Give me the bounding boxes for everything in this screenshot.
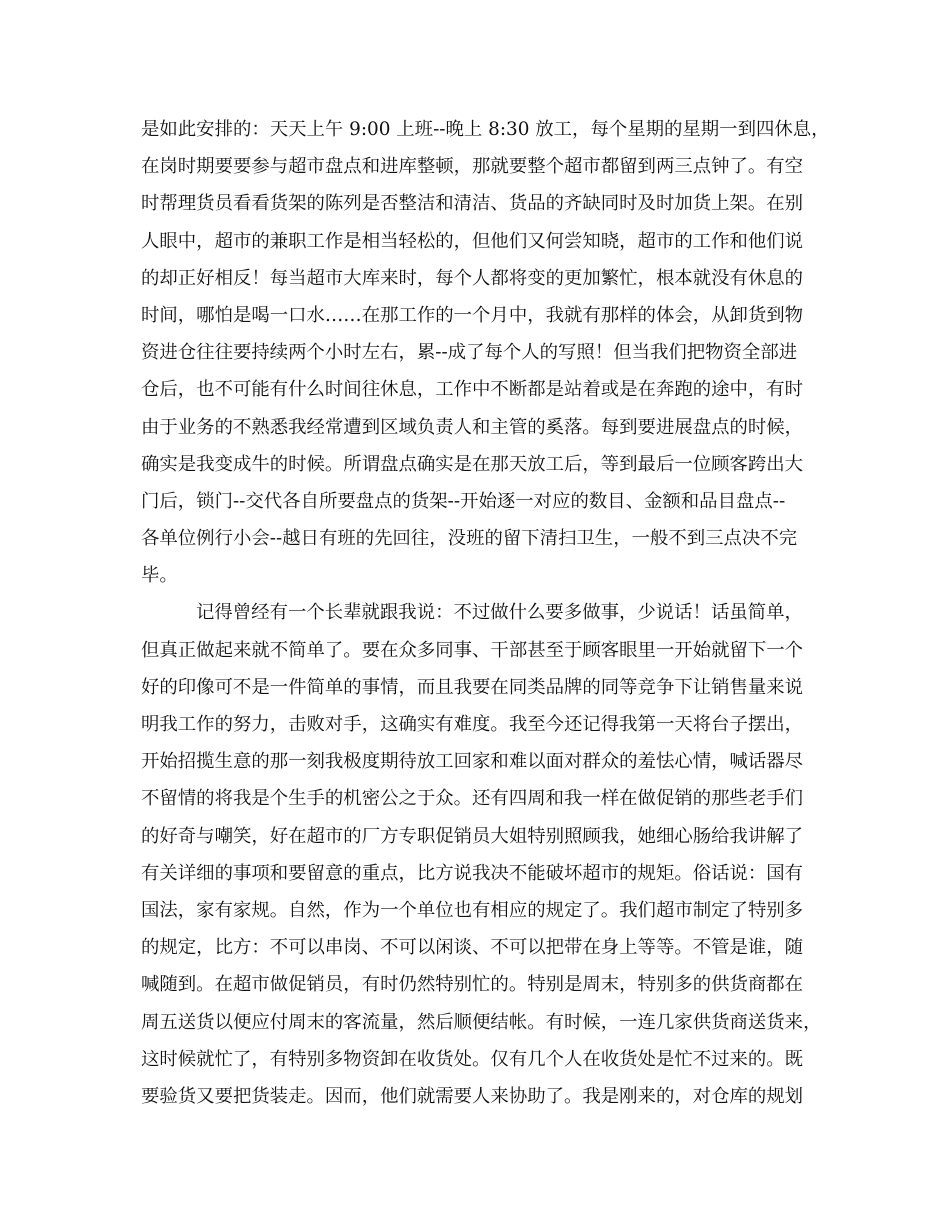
text-line: 这时候就忙了，有特别多物资卸在收货处。仅有几个人在收货处是忙不过来的。既 <box>141 1048 804 1070</box>
text-line: 喊随到。在超市做促销员，有时仍然特别忙的。特别是周末，特别多的供货商都在 <box>141 974 804 996</box>
paragraph-1 <box>141 111 841 594</box>
text-line: 的却正好相反！每当超市大库来时，每个人都将变的更加繁忙，根本就没有休息的 <box>141 267 804 289</box>
text-line: 好的印像可不是一件简单的事情，而且我要在同类品牌的同等竞争下让销售量来说 <box>141 676 804 698</box>
text-line: 确实是我变成牛的时候。所谓盘点确实是在那天放工后，等到最后一位顾客跨出大 <box>141 453 804 475</box>
text-line: 周五送货以便应付周末的客流量，然后顺便结帐。有时候，一连几家供货商送货来， <box>141 1011 822 1033</box>
text-line: 各单位例行小会--越日有班的先回往，没班的留下清扫卫生，一般不到三点决不完 <box>141 528 798 550</box>
text-line: 是如此安排的：天天上午 9:00 上班--晚上 8:30 放工，每个星期的星期一到四休息， <box>141 119 830 140</box>
text-line: 不留情的将我是个生手的机密公之于众。还有四周和我一样在做促销的那些老手们 <box>141 788 804 810</box>
text-line: 由于业务的不熟悉我经常遭到区域负责人和主管的奚落。每到要进展盘点的时候， <box>141 416 804 438</box>
text-line: 记得曾经有一个长辈就跟我说：不过做什么要多做事，少说话！话虽简单， <box>196 602 803 624</box>
text-line: 要验货又要把货装走。因而，他们就需要人来协助了。我是刚来的，对仓库的规划 <box>141 1085 804 1107</box>
text-line: 人眼中，超市的兼职工作是相当轻松的，但他们又何尝知晓，超市的工作和他们说 <box>141 230 804 252</box>
text-line: 国法，家有家规。自然，作为一个单位也有相应的规定了。我们超市制定了特别多 <box>141 899 804 921</box>
text-line: 在岗时期要要参与超市盘点和进库整顿，那就要整个超市都留到两三点钟了。有空 <box>141 156 804 178</box>
text-line: 开始招揽生意的那一刻我极度期待放工回家和难以面对群众的羞怯心情，喊话器尽 <box>141 751 804 773</box>
text-line: 但真正做起来就不简单了。要在众多同事、干部甚至于顾客眼里一开始就留下一个 <box>141 639 804 661</box>
text-line: 仓后，也不可能有什么时间往休息，工作中不断都是站着或是在奔跑的途中，有时 <box>141 379 804 401</box>
text-line: 明我工作的努力，击败对手，这确实有难度。我至今还记得我第一天将台子摆出， <box>141 714 804 735</box>
text-line: 时间，哪怕是喝一口水……在那工作的一个月中，我就有那样的体会，从卸货到物 <box>141 304 804 326</box>
text-line: 的好奇与嘲笑，好在超市的厂方专职促销员大姐特别照顾我，她细心肠给我讲解了 <box>141 825 804 847</box>
text-line: 毕。 <box>141 565 178 587</box>
text-line: 的规定，比方：不可以串岗、不可以闲谈、不可以把带在身上等等。不管是谁，随 <box>141 937 804 959</box>
text-line: 时帮理货员看看货架的陈列是否整洁和清洁、货品的齐缺同时及时加货上架。在别 <box>141 193 804 215</box>
body-text <box>141 111 841 1115</box>
paragraph-2 <box>141 594 841 1115</box>
text-line: 有关详细的事项和要留意的重点，比方说我决不能破坏超市的规矩。俗话说：国有 <box>141 862 804 884</box>
text-line: 资进仓往往要持续两个小时左右，累--成了每个人的写照！但当我们把物资全部进 <box>141 342 798 364</box>
text-line: 门后，锁门--交代各自所要盘点的货架--开始逐一对应的数目、金额和品目盘点-- <box>141 490 786 512</box>
